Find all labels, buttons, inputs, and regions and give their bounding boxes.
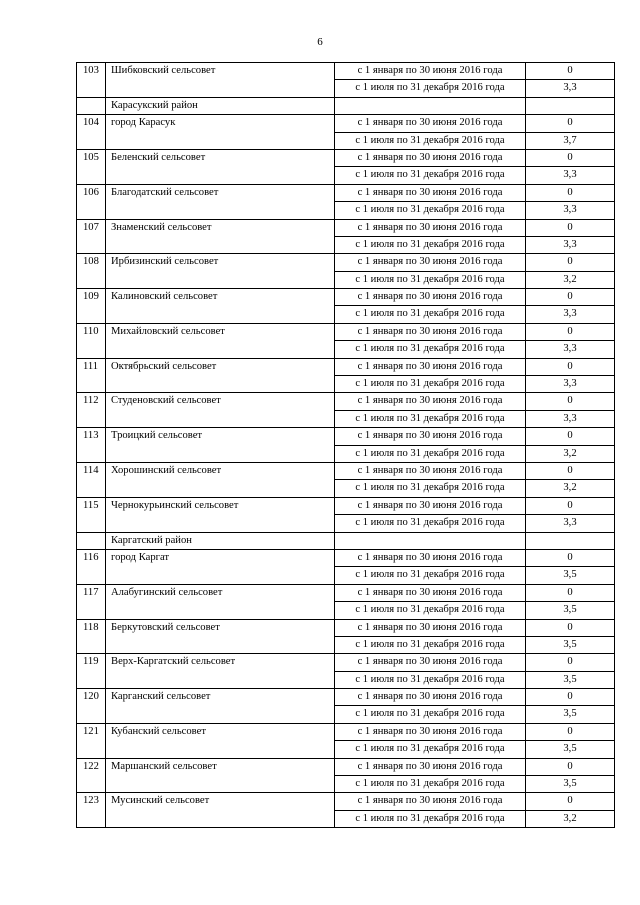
period-first-half: с 1 января по 30 июня 2016 года <box>335 619 526 636</box>
table-row <box>77 254 615 271</box>
period-cell <box>335 97 526 114</box>
district-header-row <box>77 532 615 549</box>
value-first-half: 0 <box>526 289 615 306</box>
period-second-half: с 1 июля по 31 декабря 2016 года <box>335 341 526 358</box>
settlement-name: Беркутовский сельсовет <box>106 619 335 654</box>
settlement-name: Алабугинский сельсовет <box>106 584 335 619</box>
value-second-half: 3,5 <box>526 671 615 688</box>
row-number: 111 <box>77 358 106 393</box>
tariff-table <box>76 62 615 828</box>
table-row <box>77 323 615 340</box>
period-first-half: с 1 января по 30 июня 2016 года <box>335 219 526 236</box>
period-second-half: с 1 июля по 31 декабря 2016 года <box>335 602 526 619</box>
value-second-half: 3,5 <box>526 602 615 619</box>
value-first-half: 0 <box>526 149 615 166</box>
table-row <box>77 584 615 601</box>
period-first-half: с 1 января по 30 июня 2016 года <box>335 462 526 479</box>
value-second-half: 3,5 <box>526 567 615 584</box>
value-first-half: 0 <box>526 584 615 601</box>
value-second-half: 3,3 <box>526 236 615 253</box>
value-first-half: 0 <box>526 723 615 740</box>
value-cell <box>526 97 615 114</box>
period-first-half: с 1 января по 30 июня 2016 года <box>335 549 526 566</box>
page-number: 6 <box>317 36 323 48</box>
value-second-half: 3,3 <box>526 202 615 219</box>
value-second-half: 3,5 <box>526 636 615 653</box>
row-number: 120 <box>77 689 106 724</box>
table-row <box>77 689 615 706</box>
settlement-name: Кубанский сельсовет <box>106 723 335 758</box>
value-cell <box>526 532 615 549</box>
value-first-half: 0 <box>526 63 615 80</box>
row-number: 107 <box>77 219 106 254</box>
row-number: 103 <box>77 63 106 98</box>
value-second-half: 3,3 <box>526 80 615 97</box>
table-row <box>77 289 615 306</box>
period-second-half: с 1 июля по 31 декабря 2016 года <box>335 306 526 323</box>
settlement-name: город Каргат <box>106 549 335 584</box>
period-first-half: с 1 января по 30 июня 2016 года <box>335 428 526 445</box>
period-first-half: с 1 января по 30 июня 2016 года <box>335 497 526 514</box>
row-number-cell <box>77 532 106 549</box>
table-row <box>77 793 615 810</box>
period-second-half: с 1 июля по 31 декабря 2016 года <box>335 515 526 532</box>
district-name: Карасукский район <box>106 97 335 114</box>
row-number: 114 <box>77 462 106 497</box>
value-first-half: 0 <box>526 549 615 566</box>
settlement-name: Чернокурьинский сельсовет <box>106 497 335 532</box>
period-first-half: с 1 января по 30 июня 2016 года <box>335 149 526 166</box>
period-second-half: с 1 июля по 31 декабря 2016 года <box>335 202 526 219</box>
value-first-half: 0 <box>526 184 615 201</box>
period-second-half: с 1 июля по 31 декабря 2016 года <box>335 706 526 723</box>
value-second-half: 3,3 <box>526 376 615 393</box>
row-number: 123 <box>77 793 106 828</box>
row-number: 113 <box>77 428 106 463</box>
value-second-half: 3,2 <box>526 480 615 497</box>
row-number: 108 <box>77 254 106 289</box>
period-first-half: с 1 января по 30 июня 2016 года <box>335 115 526 132</box>
settlement-name: Калиновский сельсовет <box>106 289 335 324</box>
row-number: 121 <box>77 723 106 758</box>
district-header-row <box>77 97 615 114</box>
settlement-name: Шибковский сельсовет <box>106 63 335 98</box>
settlement-name: Октябрьский сельсовет <box>106 358 335 393</box>
row-number: 110 <box>77 323 106 358</box>
row-number: 105 <box>77 149 106 184</box>
table-row <box>77 619 615 636</box>
value-second-half: 3,3 <box>526 167 615 184</box>
table-row <box>77 219 615 236</box>
period-second-half: с 1 июля по 31 декабря 2016 года <box>335 132 526 149</box>
value-second-half: 3,5 <box>526 706 615 723</box>
table-row <box>77 549 615 566</box>
table-row <box>77 758 615 775</box>
period-first-half: с 1 января по 30 июня 2016 года <box>335 289 526 306</box>
row-number: 112 <box>77 393 106 428</box>
table-row <box>77 462 615 479</box>
value-second-half: 3,3 <box>526 515 615 532</box>
row-number-cell <box>77 97 106 114</box>
value-first-half: 0 <box>526 462 615 479</box>
table-row <box>77 654 615 671</box>
settlement-name: Ирбизинский сельсовет <box>106 254 335 289</box>
value-second-half: 3,3 <box>526 341 615 358</box>
settlement-name: город Карасук <box>106 115 335 150</box>
period-second-half: с 1 июля по 31 декабря 2016 года <box>335 236 526 253</box>
row-number: 117 <box>77 584 106 619</box>
period-second-half: с 1 июля по 31 декабря 2016 года <box>335 271 526 288</box>
value-second-half: 3,7 <box>526 132 615 149</box>
period-cell <box>335 532 526 549</box>
row-number: 115 <box>77 497 106 532</box>
period-second-half: с 1 июля по 31 декабря 2016 года <box>335 776 526 793</box>
settlement-name: Михайловский сельсовет <box>106 323 335 358</box>
value-first-half: 0 <box>526 758 615 775</box>
value-first-half: 0 <box>526 497 615 514</box>
settlement-name: Знаменский сельсовет <box>106 219 335 254</box>
row-number: 119 <box>77 654 106 689</box>
period-second-half: с 1 июля по 31 декабря 2016 года <box>335 445 526 462</box>
value-first-half: 0 <box>526 219 615 236</box>
period-second-half: с 1 июля по 31 декабря 2016 года <box>335 80 526 97</box>
period-second-half: с 1 июля по 31 декабря 2016 года <box>335 410 526 427</box>
table-row <box>77 358 615 375</box>
period-first-half: с 1 января по 30 июня 2016 года <box>335 723 526 740</box>
row-number: 104 <box>77 115 106 150</box>
value-first-half: 0 <box>526 689 615 706</box>
table-row <box>77 184 615 201</box>
settlement-name: Хорошинский сельсовет <box>106 462 335 497</box>
value-first-half: 0 <box>526 619 615 636</box>
period-second-half: с 1 июля по 31 декабря 2016 года <box>335 376 526 393</box>
period-second-half: с 1 июля по 31 декабря 2016 года <box>335 167 526 184</box>
period-second-half: с 1 июля по 31 декабря 2016 года <box>335 636 526 653</box>
value-second-half: 3,2 <box>526 271 615 288</box>
period-first-half: с 1 января по 30 июня 2016 года <box>335 758 526 775</box>
row-number: 116 <box>77 549 106 584</box>
value-first-half: 0 <box>526 323 615 340</box>
row-number: 109 <box>77 289 106 324</box>
value-first-half: 0 <box>526 115 615 132</box>
period-second-half: с 1 июля по 31 декабря 2016 года <box>335 741 526 758</box>
district-name: Каргатский район <box>106 532 335 549</box>
period-first-half: с 1 января по 30 июня 2016 года <box>335 254 526 271</box>
table-row <box>77 723 615 740</box>
settlement-name: Маршанский сельсовет <box>106 758 335 793</box>
value-first-half: 0 <box>526 428 615 445</box>
row-number: 122 <box>77 758 106 793</box>
value-first-half: 0 <box>526 254 615 271</box>
settlement-name: Карганский сельсовет <box>106 689 335 724</box>
table-row <box>77 149 615 166</box>
period-first-half: с 1 января по 30 июня 2016 года <box>335 793 526 810</box>
value-first-half: 0 <box>526 358 615 375</box>
table-row <box>77 393 615 410</box>
period-first-half: с 1 января по 30 июня 2016 года <box>335 393 526 410</box>
settlement-name: Благодатский сельсовет <box>106 184 335 219</box>
period-first-half: с 1 января по 30 июня 2016 года <box>335 584 526 601</box>
period-first-half: с 1 января по 30 июня 2016 года <box>335 63 526 80</box>
settlement-name: Мусинский сельсовет <box>106 793 335 828</box>
period-second-half: с 1 июля по 31 декабря 2016 года <box>335 567 526 584</box>
value-second-half: 3,5 <box>526 741 615 758</box>
value-first-half: 0 <box>526 393 615 410</box>
row-number: 106 <box>77 184 106 219</box>
table-row <box>77 497 615 514</box>
period-first-half: с 1 января по 30 июня 2016 года <box>335 358 526 375</box>
period-second-half: с 1 июля по 31 декабря 2016 года <box>335 810 526 827</box>
row-number: 118 <box>77 619 106 654</box>
settlement-name: Троицкий сельсовет <box>106 428 335 463</box>
settlement-name: Беленский сельсовет <box>106 149 335 184</box>
table-row <box>77 428 615 445</box>
table-row <box>77 115 615 132</box>
table-body <box>77 63 615 828</box>
value-first-half: 0 <box>526 654 615 671</box>
period-second-half: с 1 июля по 31 декабря 2016 года <box>335 671 526 688</box>
value-second-half: 3,3 <box>526 410 615 427</box>
value-second-half: 3,2 <box>526 810 615 827</box>
value-first-half: 0 <box>526 793 615 810</box>
period-second-half: с 1 июля по 31 декабря 2016 года <box>335 480 526 497</box>
settlement-name: Верх-Каргатский сельсовет <box>106 654 335 689</box>
value-second-half: 3,5 <box>526 776 615 793</box>
period-first-half: с 1 января по 30 июня 2016 года <box>335 689 526 706</box>
value-second-half: 3,2 <box>526 445 615 462</box>
table-row <box>77 63 615 80</box>
period-first-half: с 1 января по 30 июня 2016 года <box>335 323 526 340</box>
settlement-name: Студеновский сельсовет <box>106 393 335 428</box>
period-first-half: с 1 января по 30 июня 2016 года <box>335 654 526 671</box>
value-second-half: 3,3 <box>526 306 615 323</box>
period-first-half: с 1 января по 30 июня 2016 года <box>335 184 526 201</box>
